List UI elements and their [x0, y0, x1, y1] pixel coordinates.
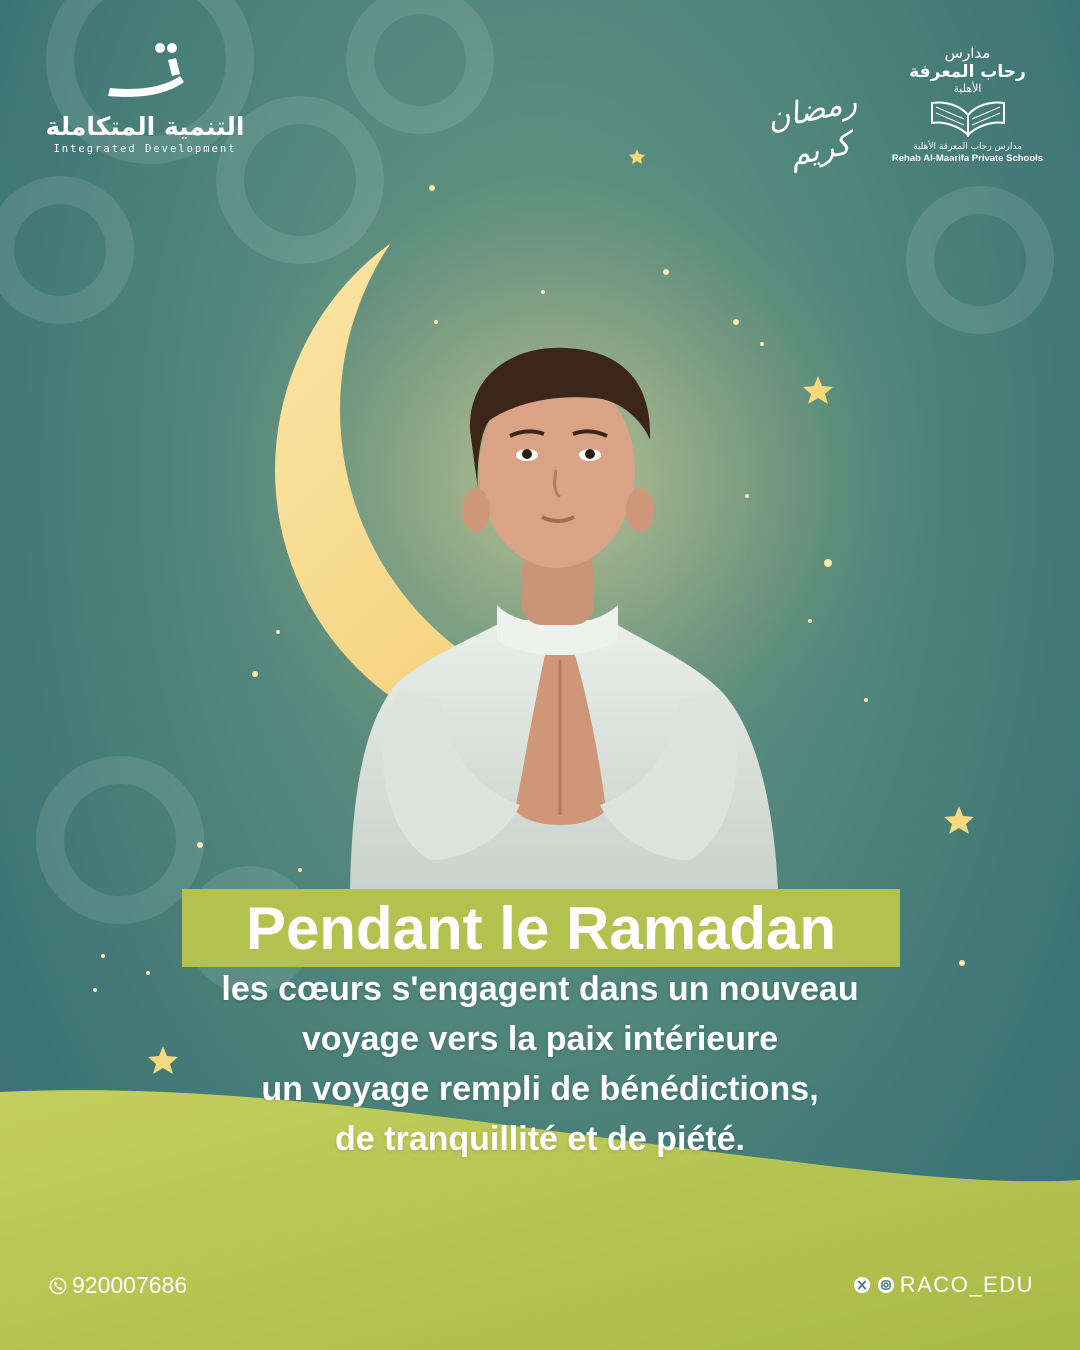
body-line-1: les cœurs s'engagent dans un nouveau	[221, 970, 859, 1008]
social-handle[interactable]: RACO_EDU	[899, 1272, 1034, 1297]
brand-right-line4: مدارس رحاب المعرفة الأهلية	[913, 142, 1022, 152]
x-icon[interactable]	[852, 1275, 872, 1295]
body-line-4: de tranquillité et de piété.	[335, 1120, 745, 1158]
rehab-al-maarifa-logo	[880, 44, 1055, 184]
phone-icon	[48, 1276, 68, 1296]
body-line-2: voyage vers la paix intérieure	[301, 1020, 779, 1058]
logo-mark-icon	[100, 40, 190, 100]
footer-phone	[48, 1272, 187, 1299]
footer-social	[852, 1272, 1034, 1298]
ramadan-kareem-calligraphy	[752, 76, 880, 174]
brand-right-line3: الأهلية	[953, 82, 982, 95]
open-book-icon	[928, 97, 1008, 137]
phone-number[interactable]: 920007686	[72, 1272, 188, 1298]
headline: Pendant le Ramadan	[245, 894, 837, 962]
calligraphy-text: رمضان كريم	[763, 83, 860, 174]
integrated-development-logo	[40, 40, 250, 190]
brand-right-line5: Rehab Al-Maarifa Private Schools	[891, 153, 1044, 164]
brand-left-arabic: التنمية المتكاملة	[45, 112, 245, 141]
brand-right-line2: رحاب المعرفة	[909, 62, 1026, 82]
headline-box	[182, 889, 900, 967]
instagram-icon[interactable]	[876, 1275, 896, 1295]
body-line-3: un voyage rempli de bénédictions,	[261, 1070, 819, 1108]
brand-left-english: Integrated Development	[53, 143, 237, 155]
brand-right-line1: مدارس	[944, 44, 991, 62]
star-icon	[944, 806, 974, 834]
